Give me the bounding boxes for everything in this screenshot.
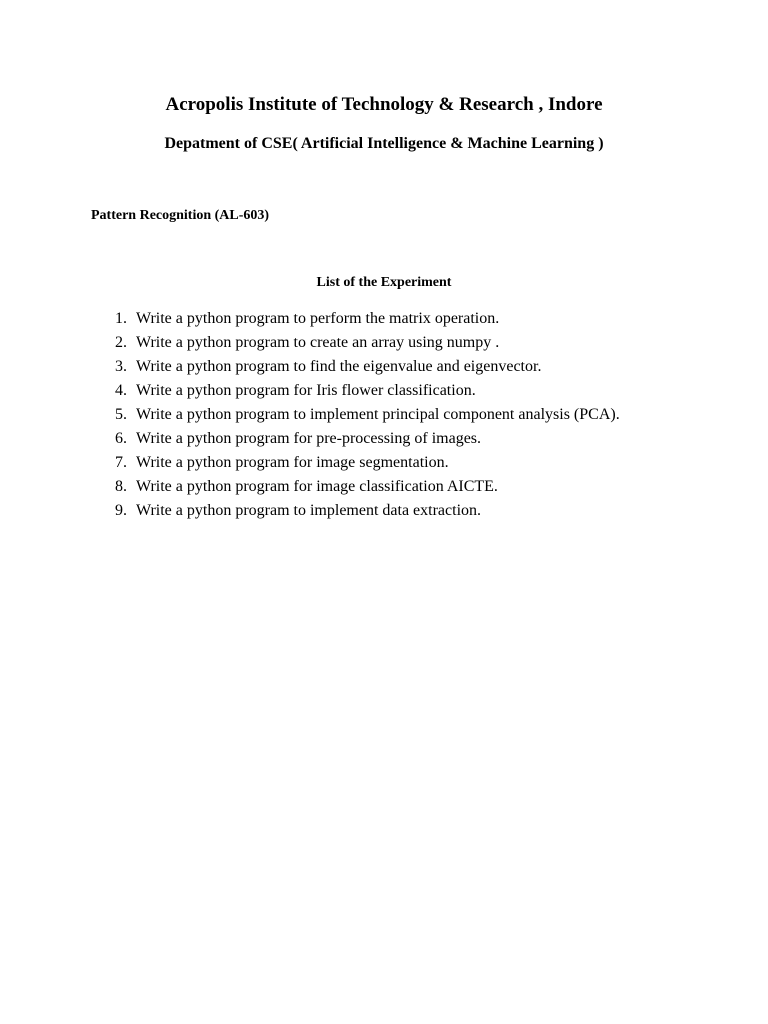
experiment-text: Write a python program to perform the matrix operation. [136, 310, 500, 327]
experiment-item [0, 332, 768, 356]
experiment-number: 7. [115, 454, 127, 471]
experiment-text: Write a python program for image segmentation. [136, 454, 449, 471]
experiment-list-heading: List of the Experiment [316, 275, 452, 290]
experiment-text: Write a python program for Iris flower classification. [136, 382, 476, 399]
experiment-number: 1. [115, 310, 127, 327]
experiment-list [0, 308, 768, 524]
experiment-number: 2. [115, 334, 127, 351]
experiment-item [0, 404, 768, 428]
course-title: Pattern Recognition (AL-603) [91, 208, 270, 223]
experiment-number: 6. [115, 430, 127, 447]
experiment-item [0, 308, 768, 332]
experiment-text: Write a python program for image classification AICTE. [136, 478, 498, 495]
experiment-text: Write a python program to create an array using numpy . [136, 334, 500, 351]
experiment-text: Write a python program to implement principal component analysis (PCA). [136, 406, 620, 423]
experiment-number: 9. [115, 502, 127, 519]
experiment-item [0, 452, 768, 476]
experiment-number: 5. [115, 406, 127, 423]
experiment-text: Write a python program to find the eigenvalue and eigenvector. [136, 358, 542, 375]
experiment-item [0, 380, 768, 404]
experiment-number: 3. [115, 358, 127, 375]
department-title: Depatment of CSE( Artificial Intelligence & Machine Learning ) [164, 135, 604, 152]
institute-title: Acropolis Institute of Technology & Research , Indore [165, 94, 603, 115]
experiment-item [0, 500, 768, 524]
experiment-number: 8. [115, 478, 127, 495]
experiment-text: Write a python program for pre-processing of images. [136, 430, 482, 447]
experiment-text: Write a python program to implement data extraction. [136, 502, 482, 519]
experiment-item [0, 476, 768, 500]
experiment-number: 4. [115, 382, 127, 399]
experiment-item [0, 428, 768, 452]
experiment-item [0, 356, 768, 380]
